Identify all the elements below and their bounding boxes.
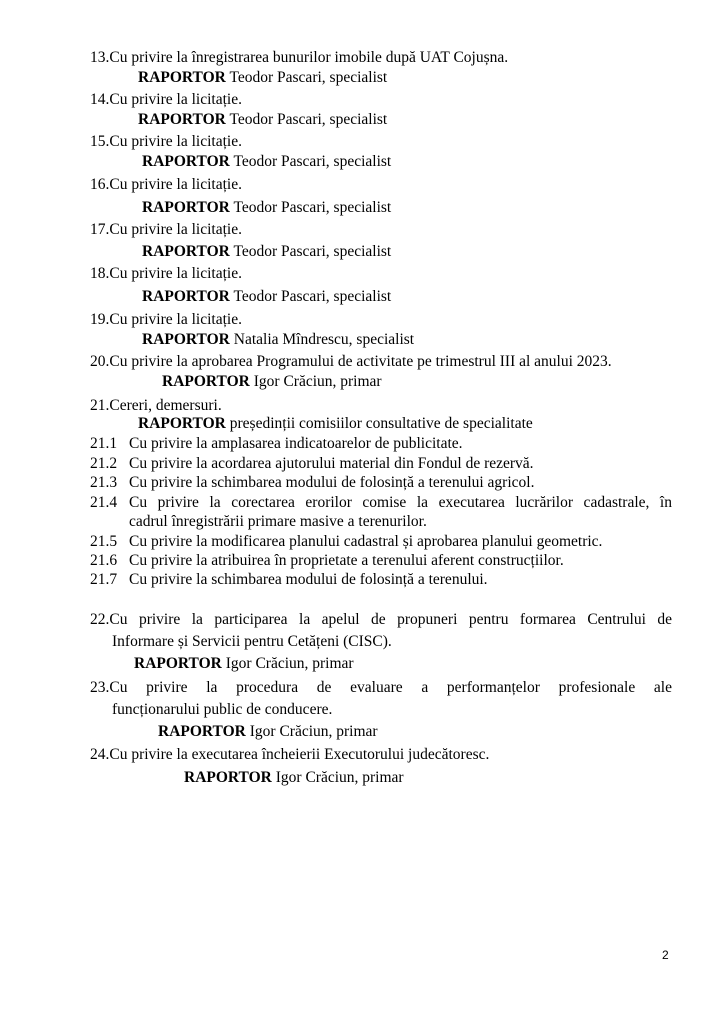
raportor-18 xyxy=(142,287,391,307)
raportor-label: RAPORTOR xyxy=(142,199,230,216)
raportor-label: RAPORTOR xyxy=(134,655,222,672)
raportor-name: Teodor Pascari, specialist xyxy=(225,111,388,128)
agenda-item-14: 14.Cu privire la licitație. xyxy=(90,91,242,108)
agenda-item-21: 21.Cereri, demersuri. xyxy=(90,397,222,414)
raportor-name: Teodor Pascari, specialist xyxy=(229,288,392,305)
raportor-label: RAPORTOR xyxy=(162,373,250,390)
subitem-text: Cu privire la atribuirea în proprietate a terenului aferent construcțiilor. xyxy=(129,552,564,569)
page-number: 2 xyxy=(662,948,669,962)
agenda-item-20: 20.Cu privire la aprobarea Programului de activitate pe trimestrul III al anului 2023. xyxy=(90,353,612,370)
raportor-label: RAPORTOR xyxy=(142,153,230,170)
raportor-label: RAPORTOR xyxy=(138,111,226,128)
subitem-text: Cu privire la acordarea ajutorului material din Fondul de rezervă. xyxy=(129,455,534,472)
raportor-name: Igor Crăciun, primar xyxy=(221,655,354,672)
subitem-number: 21.1 xyxy=(90,435,118,452)
subitem-21-4-number: 21.4 xyxy=(90,494,118,511)
raportor-22 xyxy=(134,654,354,674)
subitem-number: 21.2 xyxy=(90,455,118,472)
raportor-label: RAPORTOR xyxy=(184,769,272,786)
agenda-item-15: 15.Cu privire la licitație. xyxy=(90,133,242,150)
raportor-name: Igor Crăciun, primar xyxy=(245,723,378,740)
subitem-text: Cu privire la schimbarea modului de folosință a terenului. xyxy=(129,571,488,588)
subitem-text: Cu privire la schimbarea modului de folosință a terenului agricol. xyxy=(129,474,535,491)
agenda-item-22-continuation: Informare și Servicii pentru Cetățeni (CISC). xyxy=(112,633,392,650)
raportor-name: Natalia Mîndrescu, specialist xyxy=(229,331,415,348)
subitem-21-4-continuation: cadrul înregistrării primare masive a terenurilor. xyxy=(129,513,427,530)
raportor-16 xyxy=(142,198,391,218)
raportor-23 xyxy=(158,722,378,742)
raportor-name: Igor Crăciun, primar xyxy=(271,769,404,786)
raportor-13 xyxy=(138,68,387,88)
agenda-item-24: 24.Cu privire la executarea încheierii Executorului judecătoresc. xyxy=(90,746,490,763)
subitem-number: 21.3 xyxy=(90,474,118,491)
subitem-21-5 xyxy=(90,532,602,552)
subitem-number: 21.5 xyxy=(90,533,118,550)
subitem-text: Cu privire la amplasarea indicatoarelor de publicitate. xyxy=(129,435,463,452)
raportor-label: RAPORTOR xyxy=(142,331,230,348)
raportor-name: președinții comisiilor consultative de specialitate xyxy=(225,415,533,432)
subitem-21-3 xyxy=(90,473,534,493)
subitem-text: Cu privire la modificarea planului cadastral și aprobarea planului geometric. xyxy=(129,533,603,550)
raportor-17 xyxy=(142,242,391,262)
raportor-19 xyxy=(142,330,414,350)
agenda-item-23-continuation: funcționarului public de conducere. xyxy=(112,701,333,718)
raportor-14 xyxy=(138,110,387,130)
subitem-number: 21.7 xyxy=(90,571,118,588)
raportor-label: RAPORTOR xyxy=(138,415,226,432)
raportor-label: RAPORTOR xyxy=(142,288,230,305)
raportor-label: RAPORTOR xyxy=(158,723,246,740)
raportor-15 xyxy=(142,152,391,172)
raportor-name: Teodor Pascari, specialist xyxy=(229,199,392,216)
agenda-item-19: 19.Cu privire la licitație. xyxy=(90,311,242,328)
raportor-label: RAPORTOR xyxy=(138,69,226,86)
raportor-name: Teodor Pascari, specialist xyxy=(229,243,392,260)
subitem-21-7 xyxy=(90,570,488,590)
agenda-item-18: 18.Cu privire la licitație. xyxy=(90,265,242,282)
raportor-24 xyxy=(184,768,404,788)
subitem-21-6 xyxy=(90,551,564,571)
raportor-label: RAPORTOR xyxy=(142,243,230,260)
raportor-name: Teodor Pascari, specialist xyxy=(229,153,392,170)
subitem-21-4-text: Cu privire la corectarea erorilor comise la executarea lucrărilor cadastrale, în xyxy=(129,494,672,511)
raportor-name: Teodor Pascari, specialist xyxy=(225,69,388,86)
raportor-20 xyxy=(162,372,382,392)
agenda-item-13: 13.Cu privire la înregistrarea bunurilor imobile după UAT Cojușna. xyxy=(90,49,509,66)
subitem-21-2 xyxy=(90,454,534,474)
agenda-item-17: 17.Cu privire la licitație. xyxy=(90,221,242,238)
subitem-number: 21.6 xyxy=(90,552,118,569)
subitem-21-1 xyxy=(90,434,463,454)
agenda-item-23: 23.Cu privire la procedura de evaluare a performanțelor profesionale ale xyxy=(90,679,672,696)
raportor-21 xyxy=(138,414,533,434)
raportor-name: Igor Crăciun, primar xyxy=(249,373,382,390)
agenda-item-16: 16.Cu privire la licitație. xyxy=(90,176,242,193)
agenda-item-22: 22.Cu privire la participarea la apelul de propuneri pentru formarea Centrului de xyxy=(90,611,672,628)
